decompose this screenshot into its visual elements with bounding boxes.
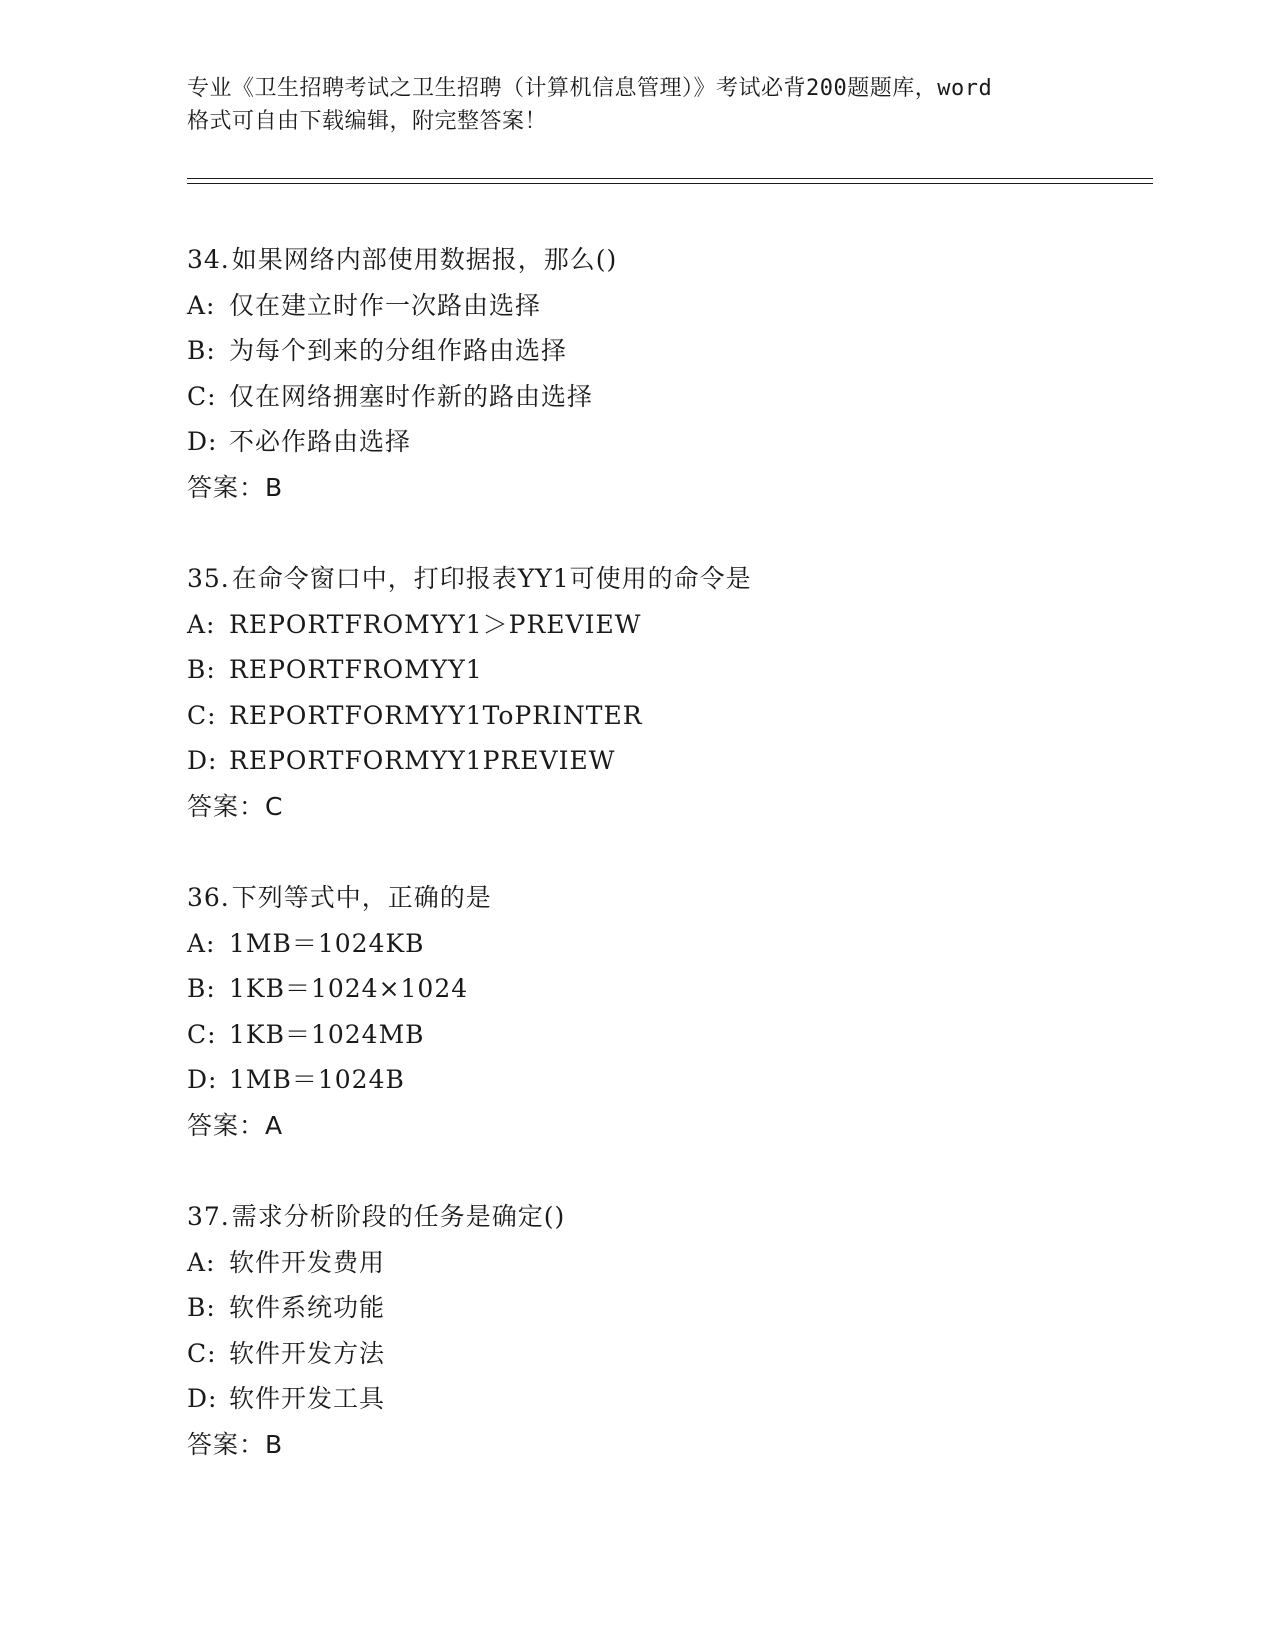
option-letter: B: bbox=[187, 336, 216, 365]
option-b bbox=[187, 966, 1147, 1012]
option-a bbox=[187, 602, 1147, 648]
answer-value: B bbox=[265, 1429, 284, 1459]
option-text: 仅在网络拥塞时作新的路由选择 bbox=[229, 381, 594, 411]
header-divider-top bbox=[187, 178, 1153, 179]
option-b bbox=[187, 647, 1147, 693]
option-d bbox=[187, 738, 1147, 784]
header-divider-bottom bbox=[187, 183, 1153, 184]
option-text: 软件开发费用 bbox=[229, 1247, 386, 1277]
option-letter: C: bbox=[187, 1338, 217, 1368]
option-text: 软件系统功能 bbox=[229, 1293, 386, 1322]
question-text: 需求分析阶段的任务是确定() bbox=[231, 1202, 566, 1231]
option-d bbox=[187, 1376, 1147, 1422]
option-letter: A: bbox=[187, 609, 216, 639]
question-number: 35. bbox=[187, 564, 230, 593]
question-number: 34. bbox=[187, 245, 230, 274]
option-b bbox=[187, 1285, 1147, 1331]
option-letter: C: bbox=[187, 1019, 217, 1049]
question-35 bbox=[187, 556, 1147, 829]
option-text: 1KB＝1024×1024 bbox=[229, 974, 469, 1003]
option-letter: D: bbox=[187, 1065, 218, 1094]
answer-label: 答案： bbox=[187, 1110, 266, 1140]
option-a bbox=[187, 921, 1147, 967]
header-line-2: 格式可自由下载编辑，附完整答案！ bbox=[187, 109, 548, 134]
answer-line bbox=[187, 1422, 1147, 1468]
option-letter: D: bbox=[187, 746, 218, 775]
option-text: 1KB＝1024MB bbox=[229, 1019, 425, 1049]
option-text: 为每个到来的分组作路由选择 bbox=[229, 336, 568, 365]
option-a bbox=[187, 283, 1147, 329]
option-text: 软件开发工具 bbox=[229, 1384, 386, 1413]
question-stem bbox=[187, 237, 1147, 283]
option-letter: B: bbox=[187, 974, 216, 1003]
option-letter: B: bbox=[187, 655, 216, 684]
option-text: REPORTFROMYY1 bbox=[229, 655, 483, 684]
answer-label: 答案： bbox=[187, 1429, 266, 1459]
question-text: 在命令窗口中，打印报表YY1可使用的命令是 bbox=[231, 564, 752, 593]
option-c bbox=[187, 1331, 1147, 1377]
question-stem bbox=[187, 1194, 1147, 1240]
question-34 bbox=[187, 237, 1147, 510]
question-text: 如果网络内部使用数据报，那么() bbox=[231, 245, 618, 274]
answer-value: B bbox=[265, 472, 284, 502]
question-36 bbox=[187, 875, 1147, 1148]
option-a bbox=[187, 1240, 1147, 1286]
option-c bbox=[187, 693, 1147, 739]
answer-value: A bbox=[265, 1110, 284, 1140]
option-b bbox=[187, 328, 1147, 374]
option-c bbox=[187, 374, 1147, 420]
option-letter: C: bbox=[187, 700, 217, 730]
option-letter: A: bbox=[187, 928, 216, 958]
answer-line bbox=[187, 784, 1147, 830]
answer-value: C bbox=[265, 791, 284, 821]
option-d bbox=[187, 419, 1147, 465]
document-header bbox=[187, 72, 1087, 138]
option-text: REPORTFROMYY1＞PREVIEW bbox=[229, 609, 642, 639]
option-text: 1MB＝1024B bbox=[229, 1065, 405, 1094]
question-stem bbox=[187, 556, 1147, 602]
option-letter: A: bbox=[187, 290, 216, 320]
question-number: 37. bbox=[187, 1202, 230, 1231]
answer-line bbox=[187, 1103, 1147, 1149]
answer-line bbox=[187, 465, 1147, 511]
option-letter: B: bbox=[187, 1293, 216, 1322]
option-letter: D: bbox=[187, 1384, 218, 1413]
option-letter: A: bbox=[187, 1247, 216, 1277]
question-text: 下列等式中，正确的是 bbox=[231, 883, 492, 912]
option-text: 1MB＝1024KB bbox=[229, 928, 425, 958]
question-stem bbox=[187, 875, 1147, 921]
question-list bbox=[187, 237, 1147, 1513]
option-letter: D: bbox=[187, 427, 218, 456]
option-c bbox=[187, 1012, 1147, 1058]
answer-label: 答案： bbox=[187, 791, 266, 821]
option-text: 仅在建立时作一次路由选择 bbox=[229, 290, 542, 320]
option-d bbox=[187, 1057, 1147, 1103]
question-number: 36. bbox=[187, 883, 230, 912]
option-text: REPORTFORMYY1ToPRINTER bbox=[229, 700, 643, 730]
answer-label: 答案： bbox=[187, 472, 266, 502]
option-text: 不必作路由选择 bbox=[229, 427, 412, 456]
option-letter: C: bbox=[187, 381, 217, 411]
question-37 bbox=[187, 1194, 1147, 1467]
header-line-1: 专业《卫生招聘考试之卫生招聘（计算机信息管理）》考试必背200题题库，word bbox=[187, 76, 993, 101]
option-text: 软件开发方法 bbox=[229, 1338, 386, 1368]
option-text: REPORTFORMYY1PREVIEW bbox=[229, 746, 616, 775]
